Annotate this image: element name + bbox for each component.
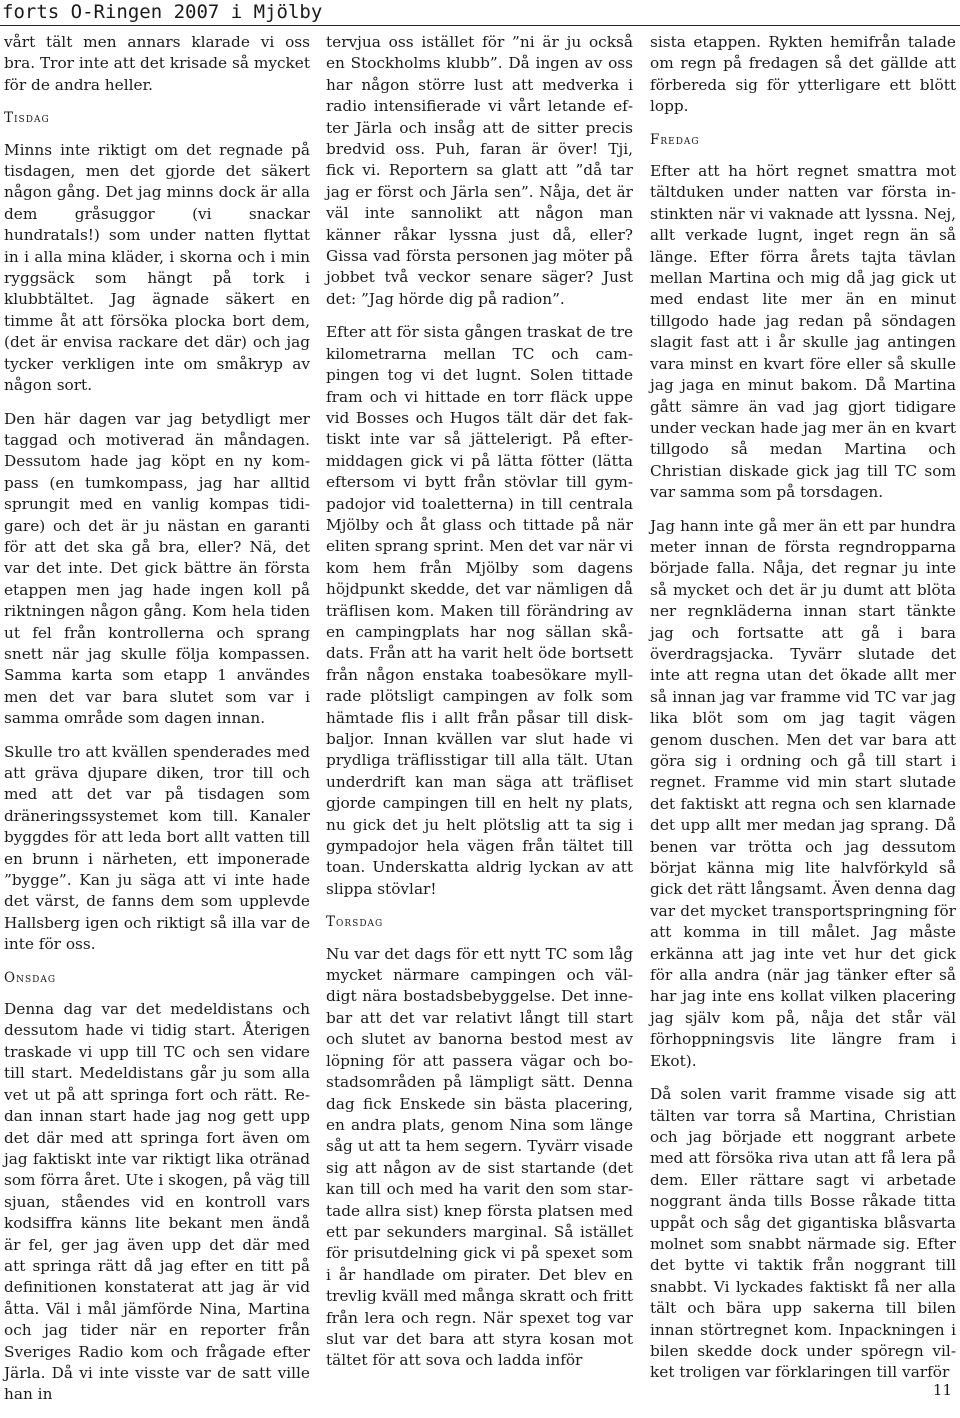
body-paragraph: Jag hann inte gå mer än ett par hundra meter innan de första regndropparna började falla. Nåja, det regnar ju inte så mycket och det är ju dumt att blöta ner regnkläderna innan start tänkte jag och fortsatte att gå i bara överdragsjacka. Tyvärr slutade det inte att regna utan det ökade allt mer så innan jag var framme vid TC var jag lika blöt som om jag tagit vägen genom duschen. Men det var bara att göra sig i ordning och gå till start i regnet. Framme vid min start slutade det faktiskt att regna och sen klarnade det upp allt mer medan jag sprang. Då benen var trötta och jag dessutom börjat känna mig lite halvförkyld så gick det rätt långsamt. Även denna dag var det mycket transportspringning för att komma in till målet. Jag måste erkänna att jag inte vet hur det gick för alla andra (när jag tänker efter så har jag inte ens kollat vilken placering jag själv kom på, nåja det står väl förhoppningsvis lite längre fram i Ekot). bbox=[650, 516, 956, 1070]
body-paragraph: vårt tält men annars klarade vi oss bra. Tror inte att det krisade så mycket för de andra heller. bbox=[4, 33, 310, 94]
section-heading: Onsdag bbox=[4, 969, 57, 986]
section-heading: Tisdag bbox=[4, 110, 50, 127]
body-paragraph: tervjua oss istället för ”ni är ju också en Stockholms klubb”. Då ingen av oss har någon större lust att medverka i radio intensifierade vi vårt letande efter Järla och insåg att de sitter precis bredvid oss. Puh, faran är över! Tji, fick vi. Reportern sa glatt att ”då tar jag er först och Järla sen”. Nåja, det är väl inte sannolikt att någon man känner råkar lyssna just då, eller? Gissa vad första personen jag möter på jobbet två veckor senare säger? Just det: ”Jag hörde dig på radion”. bbox=[326, 33, 633, 308]
body-paragraph: sista etappen. Rykten hemifrån talade om regn på fredagen så det gällde att förbereda sig för ytterligare ett blött lopp. bbox=[650, 33, 956, 116]
body-paragraph: Denna dag var det medeldistans och dessutom hade vi tidig start. Återigen traskade vi upp till TC och sen vidare till start. Medeldistans går ju som alla vet ut på att springa fort och rätt. Redan innan start hade jag nog gett upp det där med att springa fort även om jag faktiskt inte var riktigt lika otränad som förra året. Ute i skogen, på väg till sjuan, ståendes vid en kontroll vars kodsiffra känns lite bekant men ändå är fel, ger jag även upp det där med att springa rätt då jag efter en titt på definitionen konstaterat att jag är vid åtta. Väl i mål jämförde Nina, Martina och jag tider när en reporter från Sveriges Radio kom och frågade efter Järla. Då vi inte visste var de satt ville han in bbox=[4, 1000, 310, 1404]
article-column-3 bbox=[650, 32, 956, 1396]
header-title: forts O-Ringen 2007 i Mjölby bbox=[2, 1, 323, 23]
body-paragraph: Efter att ha hört regnet smattra mot tältduken under natten var första instinkten när vi vaknade att lyssna. Nej, allt verkade lugnt, inget regn än så länge. Efter förra årets tajta tävlan mellan Martina och mig då jag gick ut med endast lite mer än en minut tillgodo hade jag redan på söndagen slagit fast att i år skulle jag antingen vara minst en kvart före eller så skulle jag jaga en minut bakom. Då Martina gått sämre än vad jag gjort tidigare under veckan hade jag mer än en kvart tillgodo så medan Martina och Christian diskade gick jag till TC som var samma som på torsdagen. bbox=[650, 162, 956, 502]
section-heading: Fredag bbox=[650, 131, 700, 148]
body-paragraph: Efter att för sista gången traskat de tre kilometrarna mellan TC och campingen tog vi det lugnt. Solen tittade fram och vi hittade en torr fläck uppe vid Bosses och Hugos tält där det faktiskt inte var så jättelerigt. På eftermiddagen gick vi på lätta fötter (lätta eftersom vi bytt från stövlar till gympadojor vid toaletterna) in till centrala Mjölby och åt glass och tittade på när eliten sprang sprint. Men det var när vi kom hem från Mjölby som dagens höjdpunkt skedde, det var nämligen då träflisen kom. Maken till förändring av en campingplats har nog sällan skådats. Från att ha varit helt öde bortsett från någon enstaka toabesökare myllrade plötsligt campingen av folk som hämtade flis i allt från påsar till diskbaljor. Innan kvällen var slut hade vi prydliga träflisstigar till alla tält. Utan underdrift kan man säga att träfliset gjorde campingen till en helt ny plats, nu gick det ju helt plötslig att ta sig i gympadojor hela vägen från tältet till toan. Underskatta aldrig lyckan av att slippa stövlar! bbox=[326, 323, 633, 898]
article-column-2 bbox=[326, 32, 633, 1384]
page-header bbox=[0, 0, 960, 26]
section-heading: Torsdag bbox=[326, 914, 384, 931]
body-paragraph: Skulle tro att kvällen spenderades med att gräva djupare diken, tror till och med att det var på tisdagen som dräneringssystemet kom till. Kanaler byggdes för att leda bort allt vatten till en brunn i närheten, ett imponerade ”bygge”. Kan ju säga att vi inte hade det värst, de fanns dem som upplevde Hallsberg igen och riktigt så illa var de inte för oss. bbox=[4, 742, 310, 954]
body-paragraph: Den här dagen var jag betydligt mer taggad och motiverad än måndagen. Dessutom hade jag köpt en ny kompass (en tumkompass, jag har alltid sprungit med en vanlig kompas tidigare) och det är ju nästan en garanti för att det ska gå bra, eller? Nä, det var det inte. Det gick bättre än första etappen men jag hade ingen koll på riktningen någon gång. Kom hela tiden ut fel från kontrollerna och sprang snett när jag skulle följa kompassen. Samma karta som etapp 1 användes men det var bara slutet som var i samma område som dagen innan. bbox=[4, 409, 310, 728]
body-paragraph: Då solen varit framme visade sig att tälten var torra så Martina, Christian och jag började ett noggrant arbete med att försöka riva utan att få lera på dem. Eller rättare sagt vi arbetade noggrant ända tills Bosse råkade titta uppåt och såg det gigantiska blåsvarta molnet som snabbt närmade sig. Efter det bytte vi taktik från noggrant till snabbt. Vi lyckades faktiskt få ner alla tält och bära upp sakerna till bilen innan störtregnet kom. Inpackningen i bilen skedde dock under spöregn vilket troligen var förklaringen till varför bbox=[650, 1085, 956, 1382]
body-paragraph: Minns inte riktigt om det regnade på tisdagen, men det gjorde det säkert någon gång. Det jag minns dock är alla dem gråsuggor (vi snackar hundratals!) som under natten flyttat in i alla mina kläder, i skorna och i min ryggsäck som hängt på tork i klubbtältet. Jag ägnade säkert en timme åt att försöka plocka bort dem, (det är envisa rackare det där) och jag tycker verkligen inte om småkryp av någon sort. bbox=[4, 140, 310, 395]
article-column-1 bbox=[4, 32, 310, 1418]
body-paragraph: Nu var det dags för ett nytt TC som låg mycket närmare campingen och väldigt nära bostadsbebyggelse. Det innebar att det var relativt långt till start och slutet av banorna bestod mest av löpning för att passera vägar och bostadsområden på lämpligt sätt. Denna dag fick Enskede sin bästa placering, en andra plats, genom Nina som länge såg ut att ta hem segern. Tyvärr visade sig att någon av de sist startande (det kan till och med ha varit den som startade allra sist) knep första platsen med ett par sekunders marginal. Så istället för prisutdelning gick vi på spexet som i år handlade om pirater. Det blev en trevlig kväll med många skratt och fritt från lera och regn. När spexet tog var slut var det bara att styra kosan mot tältet för att sova och ladda inför bbox=[326, 944, 633, 1370]
page-number: 11 bbox=[932, 1381, 952, 1399]
